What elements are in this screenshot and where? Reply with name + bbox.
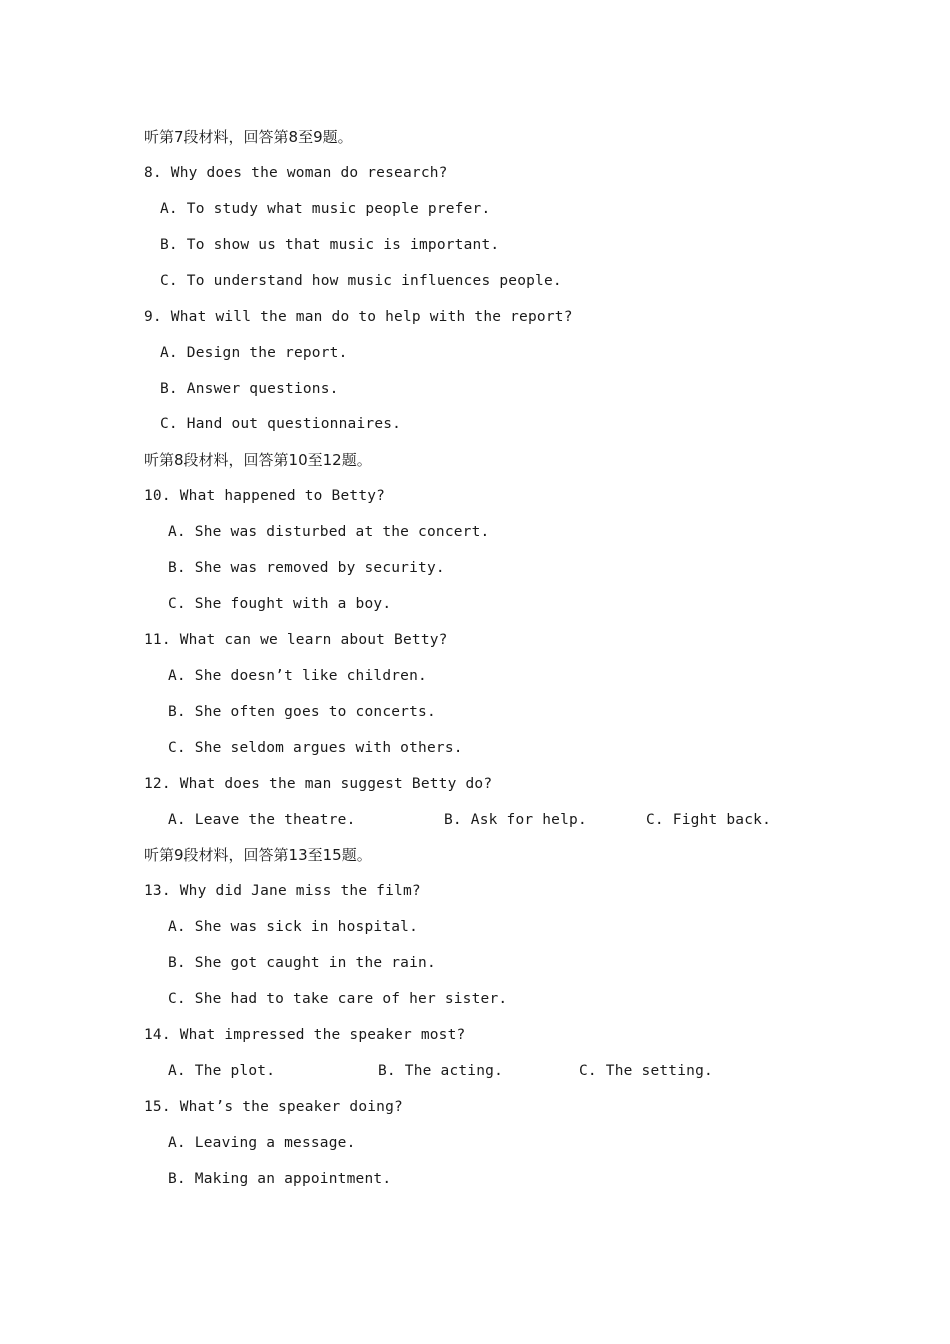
option: A. The plot. — [168, 1063, 276, 1079]
option: A. Leave the theatre. — [168, 812, 356, 828]
question-stem: 8. Why does the woman do research? — [144, 165, 448, 181]
question-stem: 11. What can we learn about Betty? — [144, 632, 448, 648]
section-header: 听第8段材料，回答第10至12题。 — [144, 451, 372, 469]
option: C. Hand out questionnaires. — [160, 416, 402, 432]
question-stem: 12. What does the man suggest Betty do? — [144, 776, 493, 792]
question-stem: 9. What will the man do to help with the report? — [144, 309, 573, 325]
option: B. She often goes to concerts. — [168, 704, 436, 720]
option: C. The setting. — [579, 1063, 713, 1079]
section-header: 听第9段材料，回答第13至15题。 — [144, 846, 372, 864]
option: B. She got caught in the rain. — [168, 955, 436, 971]
option: B. The acting. — [378, 1063, 504, 1079]
option: B. She was removed by security. — [168, 560, 445, 576]
question-stem: 13. Why did Jane miss the film? — [144, 883, 421, 899]
option: B. To show us that music is important. — [160, 237, 500, 253]
option: C. To understand how music influences people. — [160, 273, 562, 289]
option: C. Fight back. — [646, 812, 772, 828]
question-stem: 15. What’s the speaker doing? — [144, 1099, 403, 1115]
option: A. Design the report. — [160, 345, 348, 361]
option: C. She seldom argues with others. — [168, 740, 463, 756]
option: A. To study what music people prefer. — [160, 201, 491, 217]
option: A. She was disturbed at the concert. — [168, 524, 490, 540]
section-header: 听第7段材料，回答第8至9题。 — [144, 128, 353, 146]
option: C. She fought with a boy. — [168, 596, 392, 612]
option: B. Ask for help. — [444, 812, 587, 828]
question-stem: 10. What happened to Betty? — [144, 488, 386, 504]
option: C. She had to take care of her sister. — [168, 991, 508, 1007]
option: A. Leaving a message. — [168, 1135, 356, 1151]
option: B. Answer questions. — [160, 381, 339, 397]
option: B. Making an appointment. — [168, 1171, 392, 1187]
question-stem: 14. What impressed the speaker most? — [144, 1027, 466, 1043]
option: A. She doesn’t like children. — [168, 668, 427, 684]
option: A. She was sick in hospital. — [168, 919, 419, 935]
